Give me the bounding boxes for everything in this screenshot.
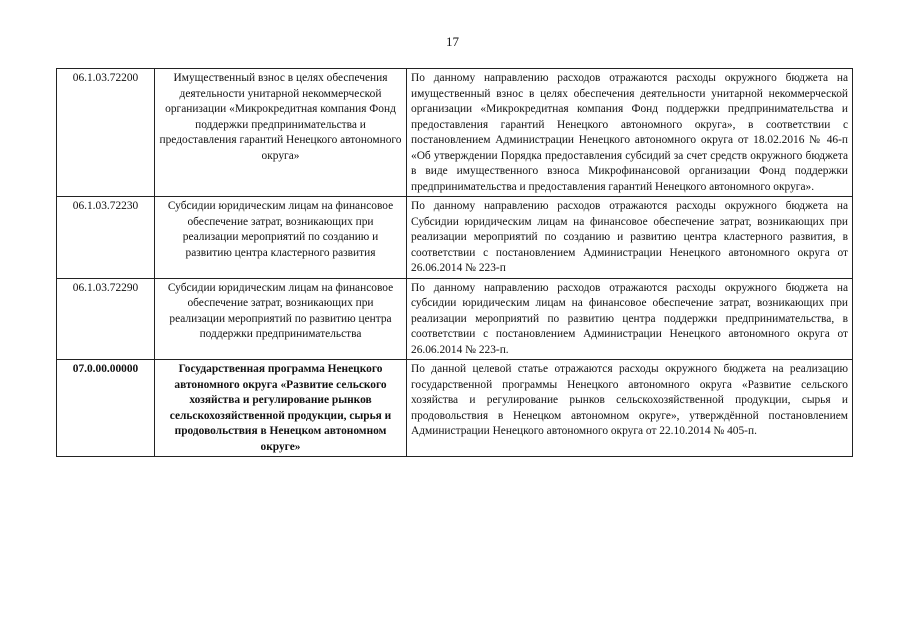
- budget-classification-table: [56, 68, 853, 457]
- row-code: 06.1.03.72290: [57, 278, 155, 360]
- table-row: [57, 360, 853, 457]
- row-name: Государственная программа Ненецкого автономного округа «Развитие сельского хозяйства и регулирование рынков сельскохозяйственной продукции, сырья и продовольствия в Ненецком автономном округе»: [155, 360, 407, 457]
- row-code: 06.1.03.72200: [57, 69, 155, 197]
- row-name: Субсидии юридическим лицам на финансовое обеспечение затрат, возникающих при реализации мероприятий по развитию центра поддержки предпринимательства: [155, 278, 407, 360]
- row-description: По данному направлению расходов отражаются расходы окружного бюджета на имущественный взнос в целях обеспечения деятельности унитарной некоммерческой организации «Микрокредитная компания Фонд поддержки предпринимательства и предоставления гарантий Ненецкого автономного округа», в соответствии с постановлением Администрации Ненецкого автономного округа от 18.02.2016 № 46-п «Об утверждении Порядка предоставления субсидий за счет средств окружного бюджета в виде имущественного взноса Микрофинансовой организации Фонд поддержки предпринимательства и предоставления гарантий Ненецкого автономного округа».: [407, 69, 853, 197]
- row-code: 07.0.00.00000: [57, 360, 155, 457]
- row-description: По данному направлению расходов отражаются расходы окружного бюджета на субсидии юридическим лицам на финансовое обеспечение затрат, возникающих при реализации мероприятий по развитию центра поддержки предпринимательства, в соответствии с постановлением Администрации Ненецкого автономного округа от 26.06.2014 № 223-п.: [407, 278, 853, 360]
- row-name: Имущественный взнос в целях обеспечения деятельности унитарной некоммерческой организации «Микрокредитная компания Фонд поддержки предпринимательства и предоставления гарантий Ненецкого автономного округа»: [155, 69, 407, 197]
- row-description: По данному направлению расходов отражаются расходы окружного бюджета на Субсидии юридическим лицам на финансовое обеспечение затрат, возникающих при реализации мероприятий по созданию и развитию центра кластерного развития, в соответствии с постановлением Администрации Ненецкого автономного округа от 26.06.2014 № 223-п: [407, 197, 853, 279]
- row-code: 06.1.03.72230: [57, 197, 155, 279]
- table-row: [57, 197, 853, 279]
- table-row: [57, 278, 853, 360]
- row-description: По данной целевой статье отражаются расходы окружного бюджета на реализацию государственной программы Ненецкого автономного округа «Развитие сельского хозяйства и регулирование рынков сельскохозяйственной продукции, сырья и продовольствия в Ненецком автономном округе», утверждённой постановлением Администрации Ненецкого автономного округа от 22.10.2014 № 405-п.: [407, 360, 853, 457]
- row-name: Субсидии юридическим лицам на финансовое обеспечение затрат, возникающих при реализации мероприятий по созданию и развитию центра кластерного развития: [155, 197, 407, 279]
- table-row: [57, 69, 853, 197]
- page-number: 17: [446, 34, 459, 49]
